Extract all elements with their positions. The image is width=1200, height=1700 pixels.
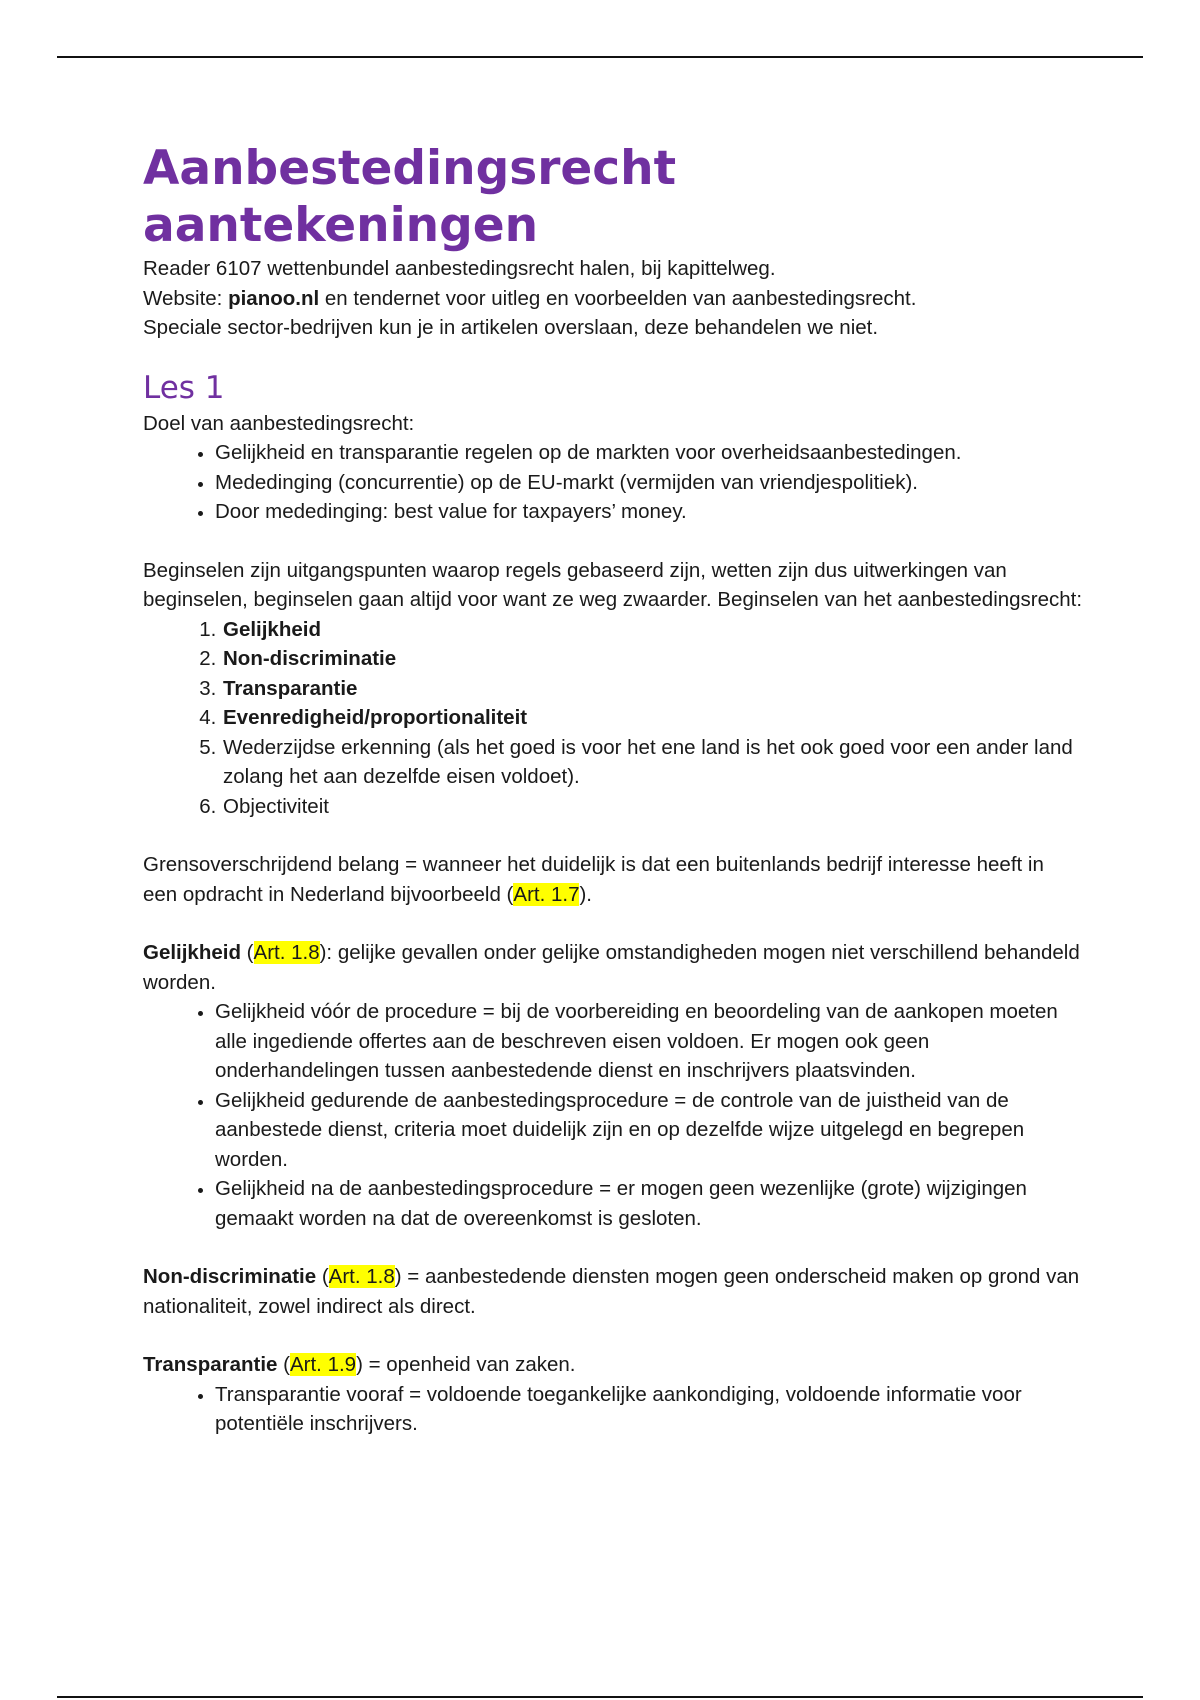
gelijkheid-list-item: • Gelijkheid vóór de procedure = bij de voorbereiding en beoordeling van de aankopen moeten alle ingediende offertes aan de beschreven eisen voldoen. Er mogen ook geen onderhandelingen tussen aanbestedende dienst en inschrijvers plaatsvinden. (215, 997, 1083, 1086)
title-line-1: Aanbestedingsrecht (143, 141, 677, 196)
doel-list (143, 438, 1083, 527)
gelijkheid-term: Gelijkheid (143, 941, 241, 964)
beginselen-intro: Beginselen zijn uitgangspunten waarop regels gebaseerd zijn, wetten zijn dus uitwerkingen van beginselen, beginselen gaan altijd voor want ze weg zwaarder. Beginselen van het aanbestedingsrecht: (143, 558, 1083, 611)
article-reference-highlight: Art. 1.9 (289, 1353, 357, 1376)
beginsel-item: 5. Wederzijdse erkenning (als het goed is voor het ene land is het ook goed voor een ander land zolang het aan dezelfde eisen voldoet). (222, 733, 1083, 792)
intro-website-rest: en tendernet voor uitleg en voorbeelden van aanbestedingsrecht. (319, 286, 917, 310)
intro-website-link: pianoo.nl (228, 286, 320, 310)
intro-line-1: Reader 6107 wettenbundel aanbestedingsrecht halen, bij kapittelweg. (143, 257, 776, 280)
beginsel-item (222, 615, 1083, 645)
article-reference-highlight: Art. 1.7 (513, 882, 580, 906)
transparantie-paragraph (143, 1350, 1083, 1380)
gelijkheid-list-item: • Gelijkheid gedurende de aanbestedingsprocedure = de controle van de juistheid van de aanbestede dienst, criteria moet duidelijk zijn en op dezelfde wijze uitgelegd en begrepen worden. (215, 1086, 1083, 1175)
article-reference-highlight: Art. 1.8 (253, 941, 320, 964)
footer-rule (57, 1696, 1143, 1698)
gelijkheid-list-item: • Gelijkheid na de aanbestedingsprocedure = er mogen geen wezenlijke (grote) wijzigingen gemaakt worden na dat de overeenkomst is gesloten. (215, 1174, 1083, 1233)
document-page (143, 140, 1083, 1439)
article-reference-highlight: Art. 1.8 (328, 1265, 395, 1288)
beginsel-label: Evenredigheid/proportionaliteit (223, 706, 528, 729)
non-discriminatie-text: ) = aanbestedende diensten mogen geen onderscheid maken op grond van nationaliteit, zowel indirect als direct. (143, 1265, 1080, 1318)
intro-line-2 (143, 284, 1083, 314)
doel-list-item: • Door mededinging: best value for taxpayers’ money. (215, 497, 1083, 527)
doel-list-item: • Gelijkheid en transparantie regelen op de markten voor overheidsaanbestedingen. (215, 438, 1083, 468)
doel-list-item: • Mededinging (concurrentie) op de EU-markt (vermijden van vriendjespolitiek). (215, 468, 1083, 498)
grensoverschrijdend-paragraph (143, 850, 1083, 909)
intro-website-label: Website: (143, 286, 229, 310)
beginsel-item (222, 674, 1083, 704)
intro-line-3: Speciale sector-bedrijven kun je in artikelen overslaan, deze behandelen we niet. (143, 316, 879, 339)
paren-open: ( (240, 941, 254, 964)
grens-text: Grensoverschrijdend belang = wanneer het duidelijk is dat een buitenlands bedrijf interesse heeft in een opdracht in Nederland bijvoorbeeld ( (143, 853, 1044, 906)
beginsel-item (222, 703, 1083, 733)
gelijkheid-paragraph (143, 938, 1083, 997)
transparantie-term: Transparantie (143, 1353, 278, 1376)
non-discriminatie-term: Non-discriminatie (143, 1265, 317, 1288)
paren-open: ( (316, 1265, 329, 1288)
beginsel-label: Non-discriminatie (223, 647, 397, 670)
beginsel-label: Transparantie (223, 676, 358, 700)
beginselen-list (143, 615, 1083, 822)
transparantie-list (143, 1380, 1083, 1439)
beginsel-item: 6. Objectiviteit (222, 792, 1083, 822)
document-title (143, 140, 1083, 254)
transparantie-text: ) = openheid van zaken. (356, 1353, 576, 1376)
non-discriminatie-paragraph (143, 1262, 1083, 1321)
grens-end: ). (579, 882, 593, 906)
title-line-2: aantekeningen (143, 198, 539, 253)
beginsel-item (222, 644, 1083, 674)
header-rule (57, 56, 1143, 58)
transparantie-list-item: • Transparantie vooraf = voldoende toegankelijke aankondiging, voldoende informatie voor potentiële inschrijvers. (215, 1380, 1083, 1439)
gelijkheid-text: ): gelijke gevallen onder gelijke omstandigheden mogen niet verschillend behandeld worden. (143, 941, 1080, 994)
paren-open: ( (277, 1353, 290, 1376)
gelijkheid-list (143, 997, 1083, 1233)
beginsel-label: Gelijkheid (223, 617, 321, 641)
intro-block (143, 254, 1083, 343)
section-heading-les-1: Les 1 (143, 369, 225, 406)
doel-label: Doel van aanbestedingsrecht: (143, 411, 415, 435)
